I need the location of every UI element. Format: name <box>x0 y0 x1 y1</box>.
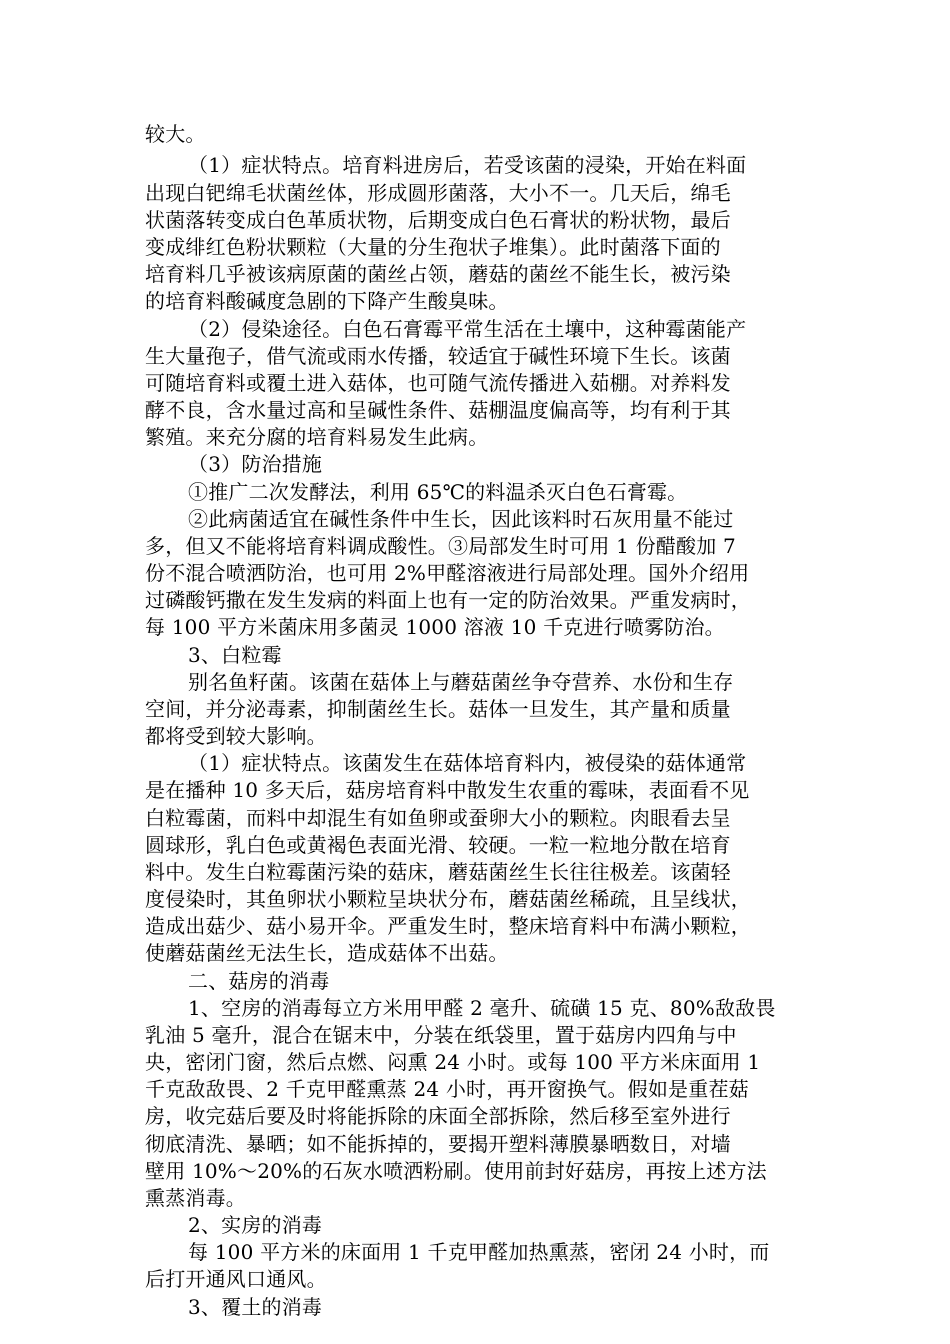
text-line: 出现白钯绵毛状菌丝体，形成圆形菌落，大小不一。几天后，绵毛 <box>145 181 731 205</box>
text-line: 过磷酸钙撒在发生发病的料面上也有一定的防治效果。严重发病时， <box>145 588 751 612</box>
text-line: 3、白粒霉 <box>188 643 282 667</box>
text-line: 1、空房的消毒每立方米用甲醛 2 毫升、硫磺 15 克、80%敌敌畏 <box>188 996 776 1020</box>
text-line: 份不混合喷洒防治，也可用 2%甲醛溶液进行局部处理。国外介绍用 <box>145 561 750 585</box>
text-line: （2）侵染途径。白色石膏霉平常生活在土壤中，这种霉菌能产 <box>188 317 747 341</box>
text-line: ①推广二次发酵法，利用 65℃的料温杀灭白色石膏霉。 <box>188 480 688 504</box>
text-line: 的培育料酸碱度急剧的下降产生酸臭味。 <box>145 289 509 313</box>
text-line: （3）防治措施 <box>188 452 323 476</box>
text-line: 每 100 平方米菌床用多菌灵 1000 溶液 10 千克进行喷雾防治。 <box>145 615 725 639</box>
text-line: 彻底清洗、暴晒；如不能拆掉的，要揭开塑料薄膜暴晒数日，对墙 <box>145 1132 731 1156</box>
text-line: 状菌落转变成白色革质状物，后期变成白色石膏状的粉状物，最后 <box>145 208 731 232</box>
text-line: 熏蒸消毒。 <box>145 1186 246 1210</box>
text-line: （1）症状特点。培育料进房后，若受该菌的浸染，开始在料面 <box>188 153 747 177</box>
text-line: 可随培育料或覆土进入菇体，也可随气流传播进入茹棚。对养料发 <box>145 371 731 395</box>
text-line: 都将受到较大影响。 <box>145 724 327 748</box>
text-line: 圆球形，乳白色或黄褐色表面光滑、较硬。一粒一粒地分散在培育 <box>145 833 731 857</box>
text-line: 较大。 <box>145 122 206 146</box>
text-line: 繁殖。来充分腐的培育料易发生此病。 <box>145 425 489 449</box>
text-line: 造成出菇少、菇小易开伞。严重发生时，整床培育料中布满小颗粒， <box>145 914 751 938</box>
text-line: 多，但又不能将培育料调成酸性。③局部发生时可用 1 份醋酸加 7 <box>145 534 736 558</box>
text-line: 千克敌敌畏、2 千克甲醛熏蒸 24 小时，再开窗换气。假如是重茬菇 <box>145 1077 749 1101</box>
text-line: 空间，并分泌毒素，抑制菌丝生长。菇体一旦发生，其产量和质量 <box>145 697 731 721</box>
text-line: 度侵染时，其鱼卵状小颗粒呈块状分布，蘑菇菌丝稀疏，且呈线状， <box>145 887 751 911</box>
text-line: 白粒霉菌，而料中却混生有如鱼卵或蚕卵大小的颗粒。肉眼看去呈 <box>145 806 731 830</box>
text-line: 是在播种 10 多天后，菇房培育料中散发生农重的霉味，表面看不见 <box>145 778 750 802</box>
text-line: 别名鱼籽菌。该菌在菇体上与蘑菇菌丝争夺营养、水份和生存 <box>188 670 734 694</box>
text-line: 房，收完菇后要及时将能拆除的床面全部拆除，然后移至室外进行 <box>145 1104 731 1128</box>
text-line: 二、菇房的消毒 <box>188 969 330 993</box>
text-line: 壁用 10%～20%的石灰水喷洒粉刷。使用前封好菇房，再按上述方法 <box>145 1159 767 1183</box>
text-line: 使蘑菇菌丝无法生长，造成菇体不出菇。 <box>145 941 509 965</box>
text-line: 央，密闭门窗，然后点燃、闷熏 24 小时。或每 100 平方米床面用 1 <box>145 1050 761 1074</box>
text-line: 变成绯红色粉状颗粒（大量的分生孢状子堆集）。此时菌落下面的 <box>145 235 721 259</box>
text-line: 培育料几乎被该病原菌的菌丝占领，蘑菇的菌丝不能生长，被污染 <box>145 262 731 286</box>
text-line: 2、实房的消毒 <box>188 1213 323 1237</box>
text-line: 生大量孢子，借气流或雨水传播，较适宜于碱性环境下生长。该菌 <box>145 344 731 368</box>
text-line: 每 100 平方米的床面用 1 千克甲醛加热熏蒸，密闭 24 小时，而 <box>188 1240 770 1264</box>
text-line: 后打开通风口通风。 <box>145 1267 327 1291</box>
text-line: 3、覆土的消毒 <box>188 1295 323 1319</box>
text-line: ②此病菌适宜在碱性条件中生长，因此该料时石灰用量不能过 <box>188 507 734 531</box>
text-line: 酵不良，含水量过高和呈碱性条件、菇棚温度偏高等，均有利于其 <box>145 398 731 422</box>
text-line: 乳油 5 毫升，混合在锯末中，分装在纸袋里，置于菇房内四角与中 <box>145 1023 737 1047</box>
text-line: 料中。发生白粒霉菌污染的菇床，蘑菇菌丝生长往往极差。该菌轻 <box>145 860 731 884</box>
text-line: （1）症状特点。该菌发生在菇体培育料内，被侵染的菇体通常 <box>188 751 747 775</box>
